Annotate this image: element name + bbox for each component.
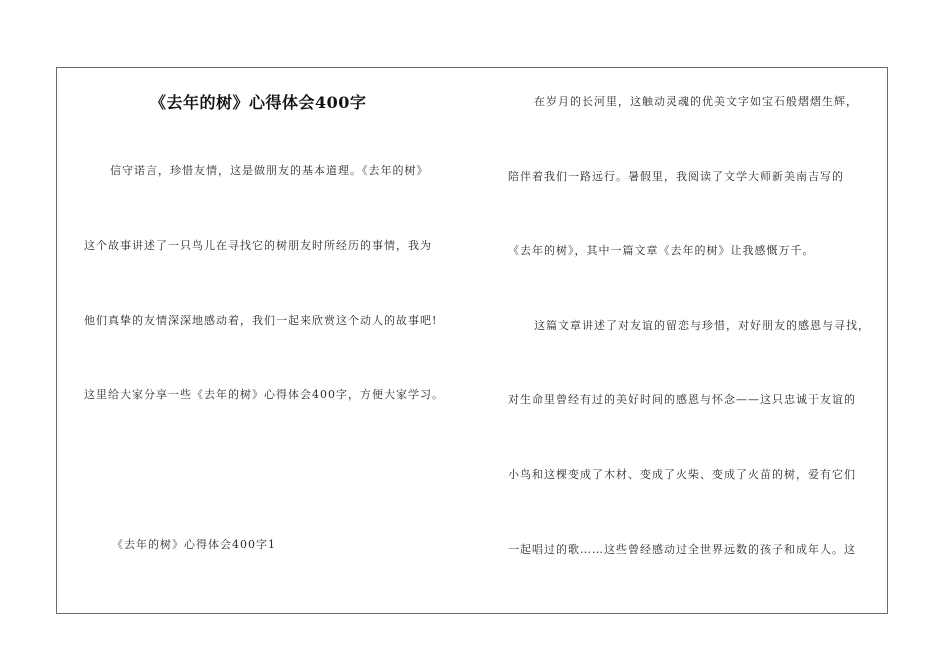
section-heading: 《去年的树》心得体会400字1 bbox=[112, 538, 276, 551]
document-title: 《去年的树》心得体会400字 bbox=[150, 93, 367, 112]
paragraph-line: 《去年的树》，其中一篇文章《去年的树》让我感慨万千。 bbox=[508, 244, 815, 257]
paragraph-line: 陪伴着我们一路远行。暑假里，我阅读了文学大师新美南吉写的 bbox=[508, 170, 844, 183]
paragraph-line: 小鸟和这棵变成了木材、变成了火柴、变成了火苗的树，爱有它们 bbox=[508, 468, 856, 481]
paragraph-line: 一起唱过的歌……这些曾经感动过全世界远数的孩子和成年人。这 bbox=[508, 543, 856, 556]
paragraph-line: 这里给大家分享一些《去年的树》心得体会400字，方便大家学习。 bbox=[84, 388, 444, 401]
paragraph-line: 信守诺言，珍惜友情，这是做朋友的基本道理。《去年的树》 bbox=[110, 164, 429, 177]
paragraph-line: 他们真挚的友情深深地感动着，我们一起来欣赏这个动人的故事吧! bbox=[84, 314, 438, 327]
paragraph-line: 在岁月的长河里，这触动灵魂的优美文字如宝石般熠熠生辉， bbox=[534, 95, 858, 108]
page-border bbox=[56, 67, 888, 614]
paragraph-line: 这个故事讲述了一只鸟儿在寻找它的树朋友时所经历的事情，我为 bbox=[84, 239, 432, 252]
paragraph-line: 这篇文章讲述了对友谊的留恋与珍惜，对好朋友的感恩与寻找， bbox=[534, 319, 870, 332]
paragraph-line: 对生命里曾经有过的美好时间的感恩与怀念——这只忠诚于友谊的 bbox=[508, 393, 856, 406]
